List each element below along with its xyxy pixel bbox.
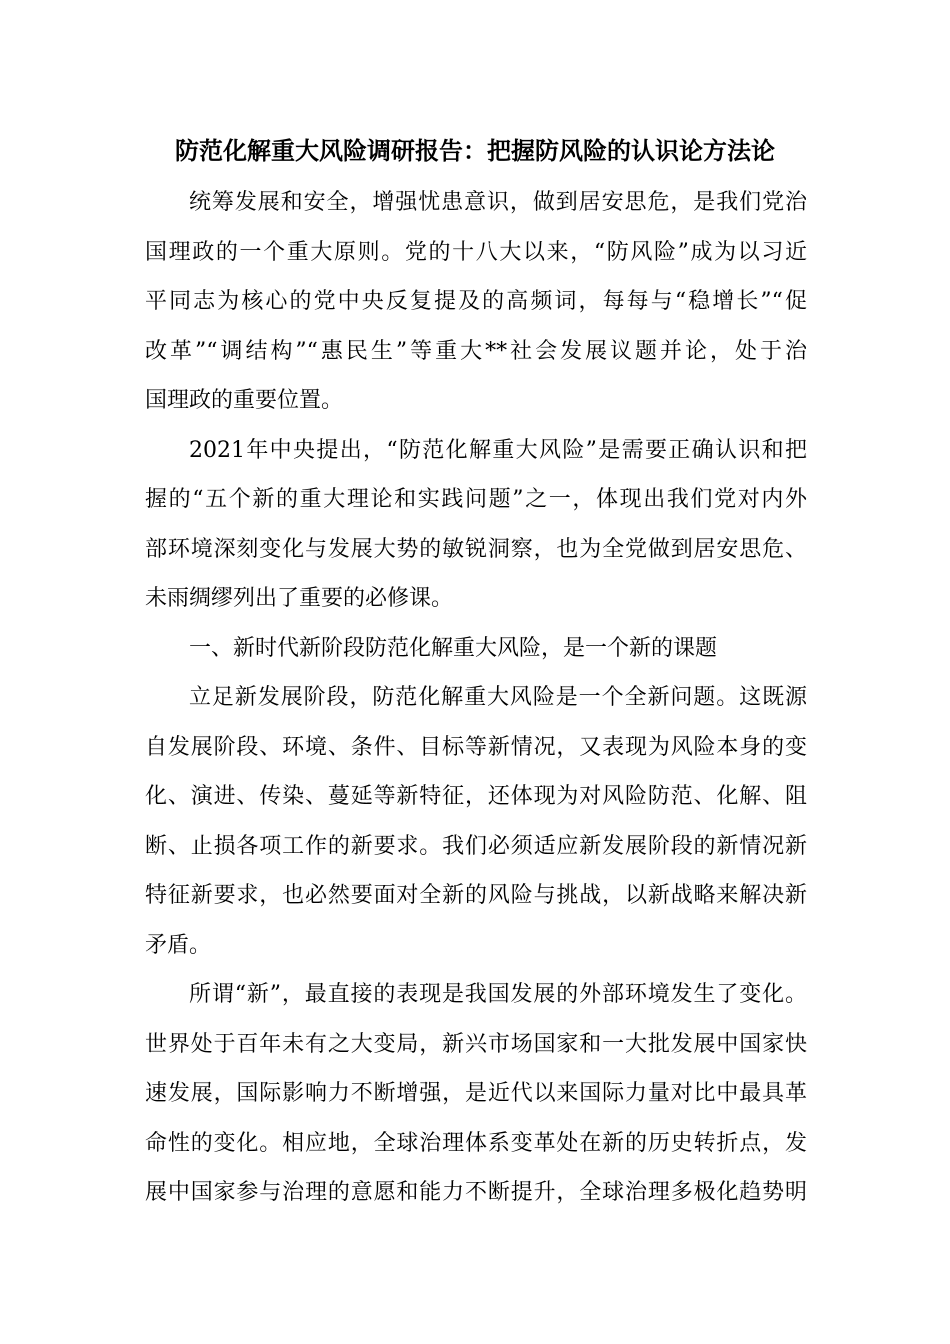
text-line: 改革”“调结构”“惠民生”等重大**社会发展议题并论，处于治: [145, 338, 807, 364]
text-line: 展中国家参与治理的意愿和能力不断提升，全球治理多极化趋势明: [145, 1180, 807, 1205]
text-line: 命性的变化。相应地，全球治理体系变革处在新的历史转折点，发: [145, 1130, 807, 1156]
paragraph-1: [145, 178, 807, 426]
paragraph-3: [145, 673, 807, 970]
text-line: 统筹发展和安全，增强忧患意识，做到居安思危，是我们党治: [189, 190, 807, 215]
text-line: 握的“五个新的重大理论和实践问题”之一，体现出我们党对内外: [145, 487, 807, 512]
paragraph-2: [145, 426, 807, 624]
text-line: 化、演进、传染、蔓延等新特征，还体现为对风险防范、化解、阻: [145, 784, 807, 809]
text-line: 未雨绸缪列出了重要的必修课。: [145, 586, 454, 611]
text-line: 速发展，国际影响力不断增强，是近代以来国际力量对比中最具革: [145, 1081, 807, 1106]
document-body: [145, 178, 807, 1218]
text-line: 国理政的一个重大原则。党的十八大以来，“防风险”成为以习近: [145, 239, 807, 265]
text-line: 部环境深刻变化与发展大势的敏锐洞察，也为全党做到居安思危、: [145, 536, 807, 562]
section-heading-1: [145, 624, 807, 674]
section-heading-text: 一、新时代新阶段防范化解重大风险，是一个新的课题: [189, 635, 718, 661]
text-line: 所谓“新”，最直接的表现是我国发展的外部环境发生了变化。: [189, 982, 807, 1007]
text-line: 矛盾。: [145, 932, 212, 958]
text-line: 断、止损各项工作的新要求。我们必须适应新发展阶段的新情况新: [145, 833, 807, 859]
text-line: 特征新要求，也必然要面对全新的风险与挑战，以新战略来解决新: [145, 883, 807, 908]
document-title: 防范化解重大风险调研报告：把握防风险的认识论方法论: [175, 136, 775, 165]
text-line: 世界处于百年未有之大变局，新兴市场国家和一大批发展中国家快: [145, 1031, 807, 1057]
text-line: 国理政的重要位置。: [145, 388, 344, 413]
paragraph-4: [145, 970, 807, 1218]
text-line: 立足新发展阶段，防范化解重大风险是一个全新问题。这既源: [189, 685, 807, 710]
text-line: 平同志为核心的党中央反复提及的高频词，每每与“稳增长”“促: [145, 289, 807, 314]
text-line: 自发展阶段、环境、条件、目标等新情况，又表现为风险本身的变: [145, 734, 807, 760]
text-line: 2021年中央提出，“防范化解重大风险”是需要正确认识和把: [189, 437, 807, 463]
